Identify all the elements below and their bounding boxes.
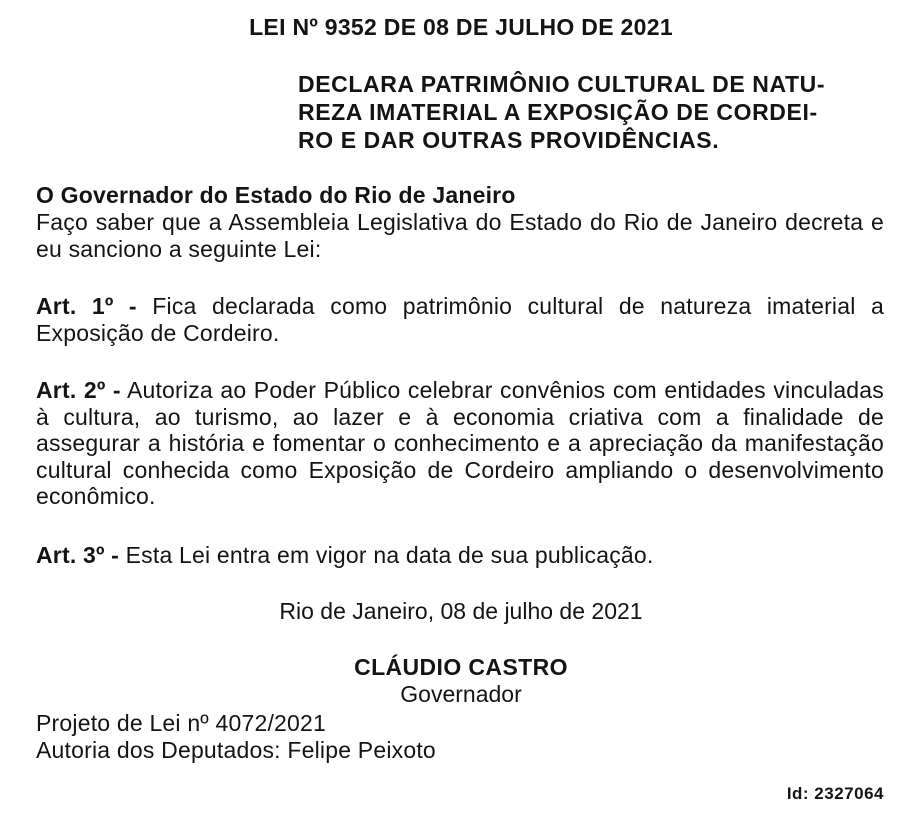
preamble-text: Faço saber que a Assembleia Legislativa do Estado do Rio de Janeiro decreta e eu sanciono a seguinte Lei: — [36, 209, 884, 262]
article-1 — [36, 293, 884, 346]
signatory-name: CLÁUDIO CASTRO — [354, 654, 568, 680]
signatory-role: Governador — [400, 681, 522, 707]
article-label: Art. 3º - — [36, 542, 120, 568]
place-date: Rio de Janeiro, 08 de julho de 2021 — [279, 598, 643, 624]
law-title: LEI Nº 9352 DE 08 DE JULHO DE 2021 — [249, 14, 673, 40]
article-label: Art. 2º - — [36, 377, 121, 403]
bill-number: Projeto de Lei nº 4072/2021 — [36, 710, 327, 736]
summary-line: RO E DAR OUTRAS PROVIDÊNCIAS. — [298, 127, 720, 153]
bill-authorship: Autoria dos Deputados: Felipe Peixoto — [36, 737, 436, 763]
summary-line: REZA IMATERIAL A EXPOSIÇÃO DE CORDEI- — [298, 99, 818, 125]
summary-line: DECLARA PATRIMÔNIO CULTURAL DE NATU- — [298, 71, 826, 97]
document-id: Id: 2327064 — [786, 784, 884, 803]
law-summary — [298, 70, 884, 154]
article-text: Fica declarada como patrimônio cultural de natureza imaterial a Exposição de Cordeiro. — [36, 293, 884, 346]
article-3 — [36, 542, 884, 569]
article-2 — [36, 377, 884, 510]
article-label: Art. 1º - — [36, 293, 137, 319]
article-text: Esta Lei entra em vigor na data de sua publicação. — [125, 542, 654, 568]
preamble-heading: O Governador do Estado do Rio de Janeiro — [36, 182, 516, 208]
article-text: Autoriza ao Poder Público celebrar convênios com entidades vinculadas à cultura, ao turismo, ao lazer e à economia criativa com a finalidade de assegurar a história e fomentar o conhecimento e a apreciação da manifestação cultural conhecida como Exposição de Cordeiro ampliando o desenvolvimento econômico. — [36, 377, 884, 509]
